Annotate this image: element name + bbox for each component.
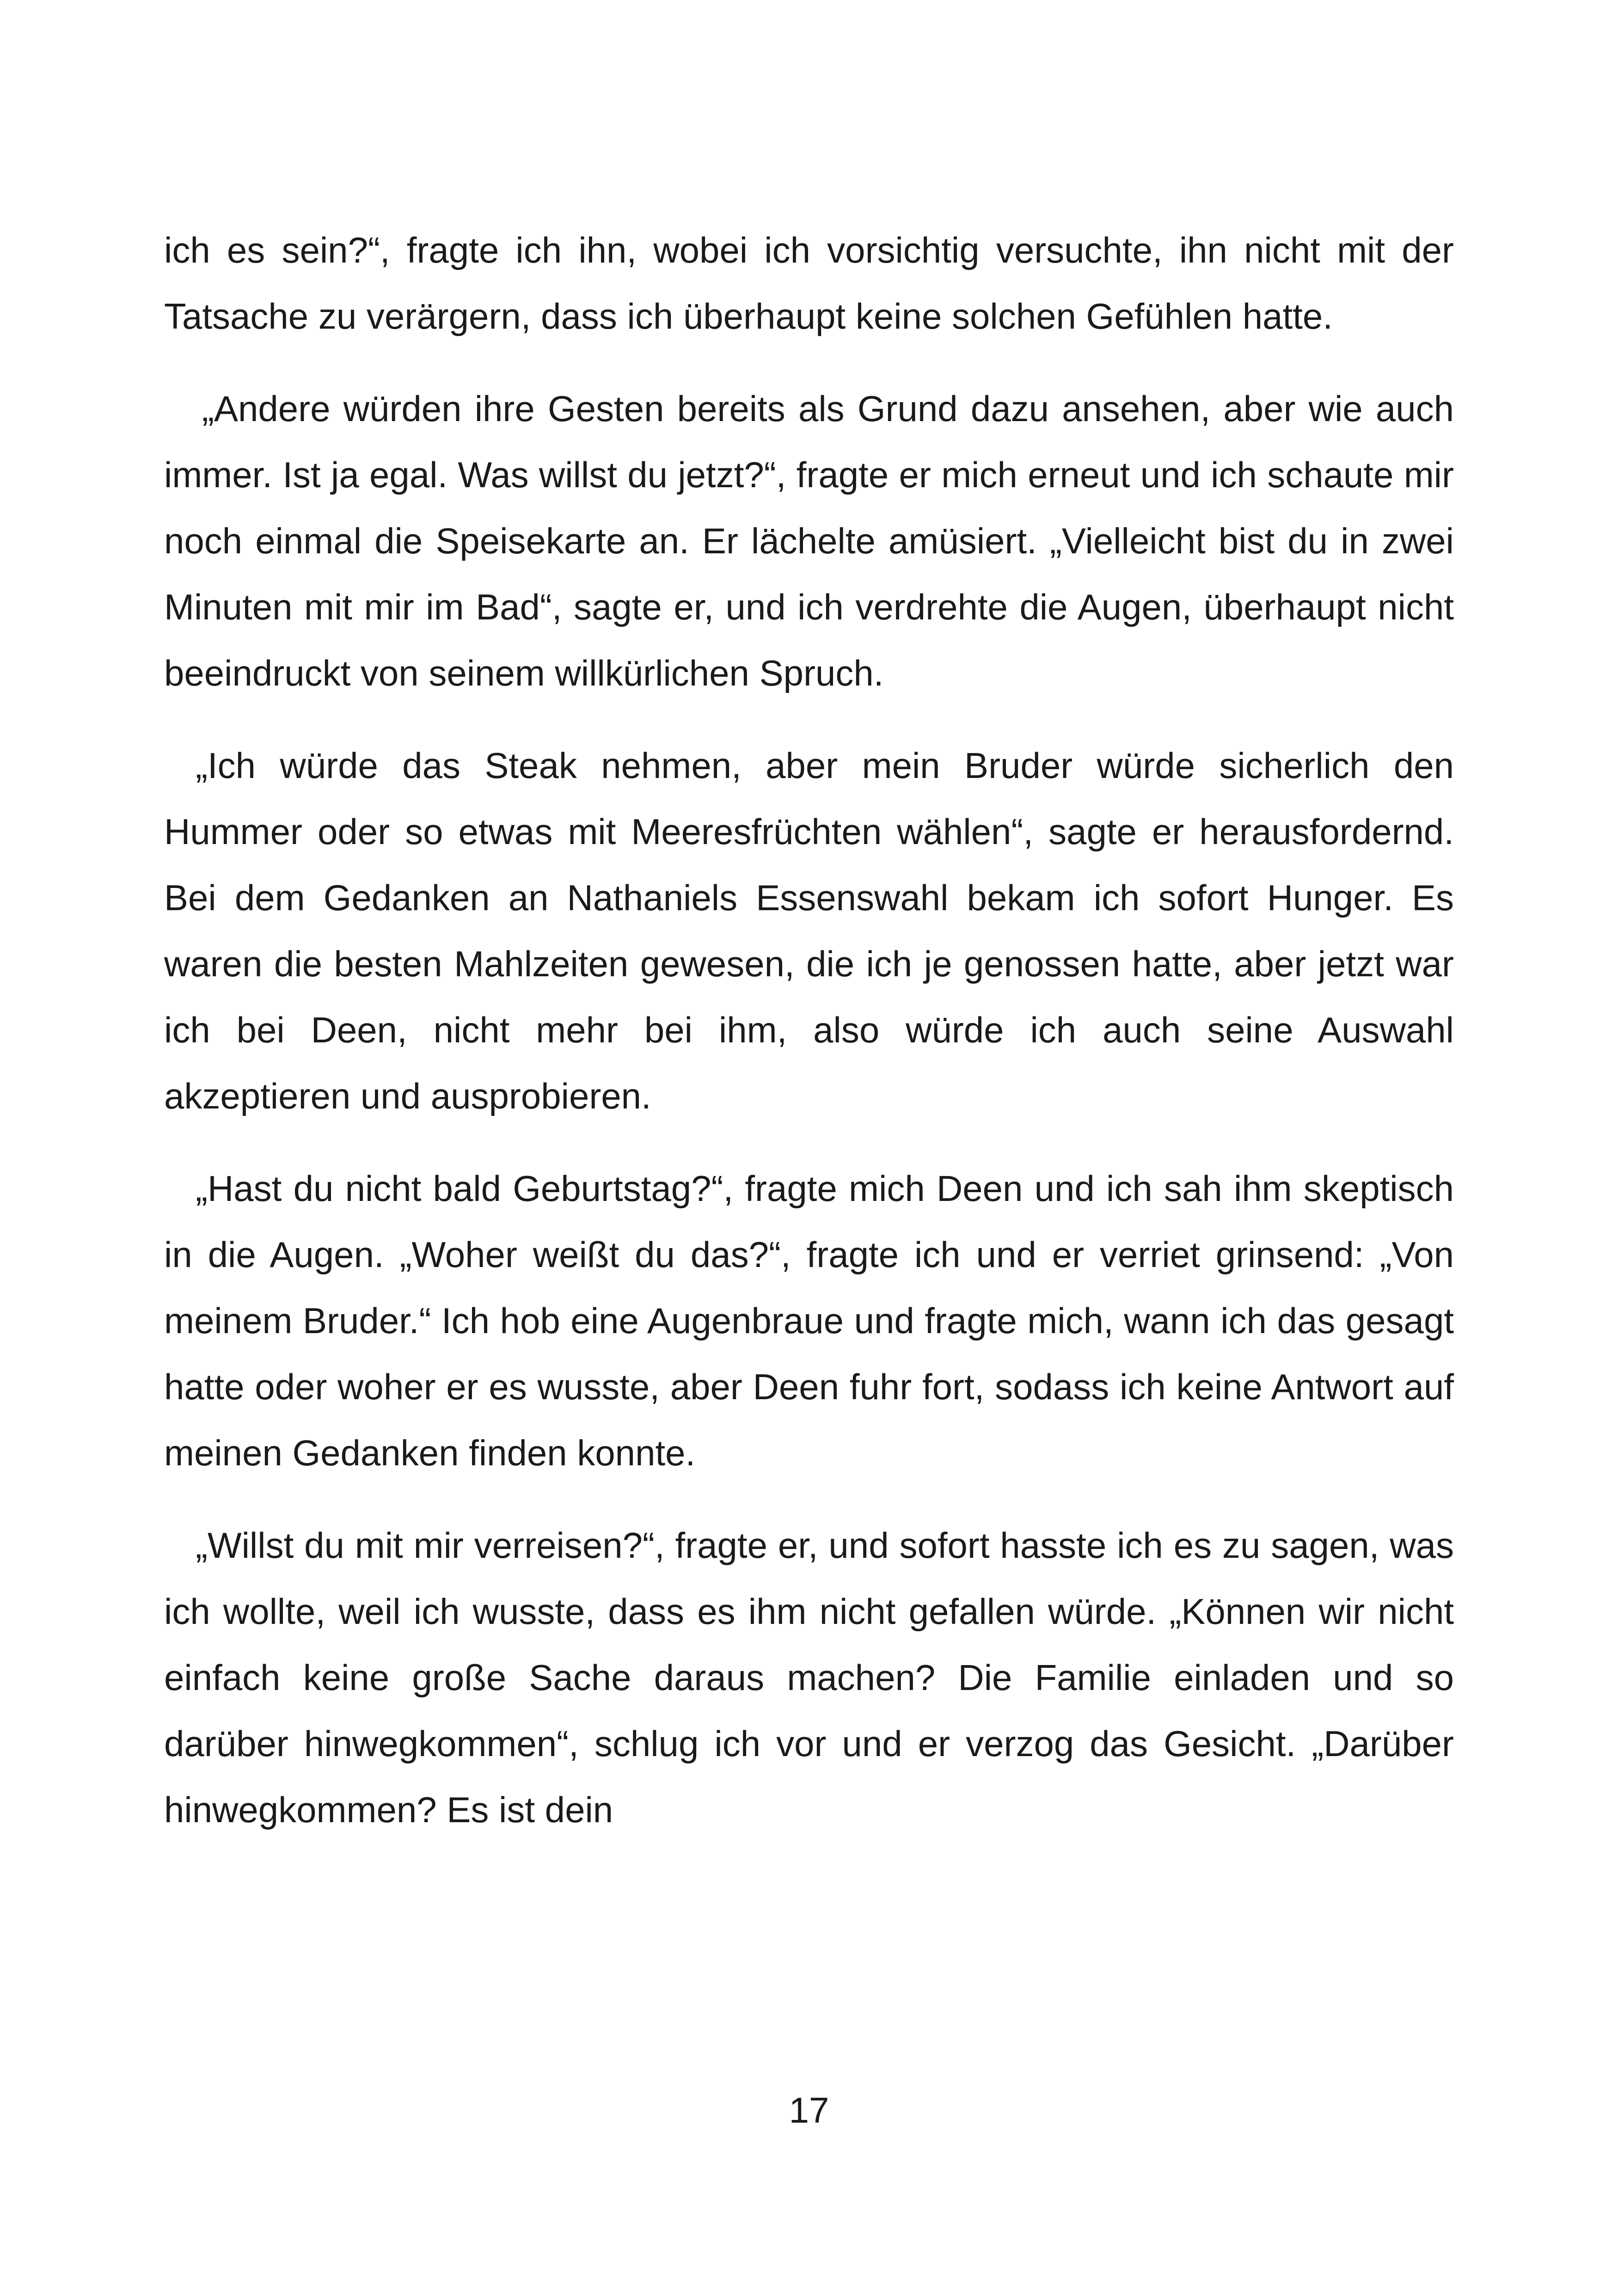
paragraph-3: „Ich würde das Steak nehmen, aber mein Bruder würde sicherlich den Hummer oder so etwas mit Meeresfrüchten wählen“, sagte er herausfordernd. Bei dem Gedanken an Nathaniels Essenswahl bekam ich sofort Hunger. Es waren die besten Mahlzeiten gewesen, die ich je genossen hatte, aber jetzt war ich bei Deen, nicht mehr bei ihm, also würde ich auch seine Auswahl akzeptieren und ausprobieren. — [164, 745, 1454, 1116]
page-text — [164, 217, 1454, 1869]
paragraph-5: „Willst du mit mir verreisen?“, fragte er, und sofort hasste ich es zu sagen, was ich wollte, weil ich wusste, dass es ihm nicht gefallen würde. „Können wir nicht einfach keine große Sache daraus machen? Die Familie einladen und so darüber hinwegkommen“, schlug ich vor und er verzog das Gesicht. „Darüber hinwegkommen? Es ist dein — [164, 1525, 1454, 1830]
paragraph-4: „Hast du nicht bald Geburtstag?“, fragte mich Deen und ich sah ihm skeptisch in die Augen. „Woher weißt du das?“, fragte ich und er verriet grinsend: „Von meinem Bruder.“ Ich hob eine Augenbraue und fragte mich, wann ich das gesagt hatte oder woher er es wusste, aber Deen fuhr fort, sodass ich keine Antwort auf meinen Gedanken finden konnte. — [164, 1168, 1454, 1473]
paragraph-1: ich es sein?“, fragte ich ihn, wobei ich vorsichtig versuchte, ihn nicht mit der Tatsache zu verärgern, dass ich überhaupt keine solchen Gefühlen hatte. — [164, 230, 1454, 337]
page-number: 17 — [789, 2090, 829, 2131]
paragraph-2: „Andere würden ihre Gesten bereits als Grund dazu ansehen, aber wie auch immer. Ist ja egal. Was willst du jetzt?“, fragte er mich erneut und ich schaute mir noch einmal die Speisekarte an. Er lächelte amüsiert. „Vielleicht bist du in zwei Minuten mit mir im Bad“, sagte er, und ich verdrehte die Augen, überhaupt nicht beeindruckt von seinem willkürlichen Spruch. — [164, 388, 1454, 693]
